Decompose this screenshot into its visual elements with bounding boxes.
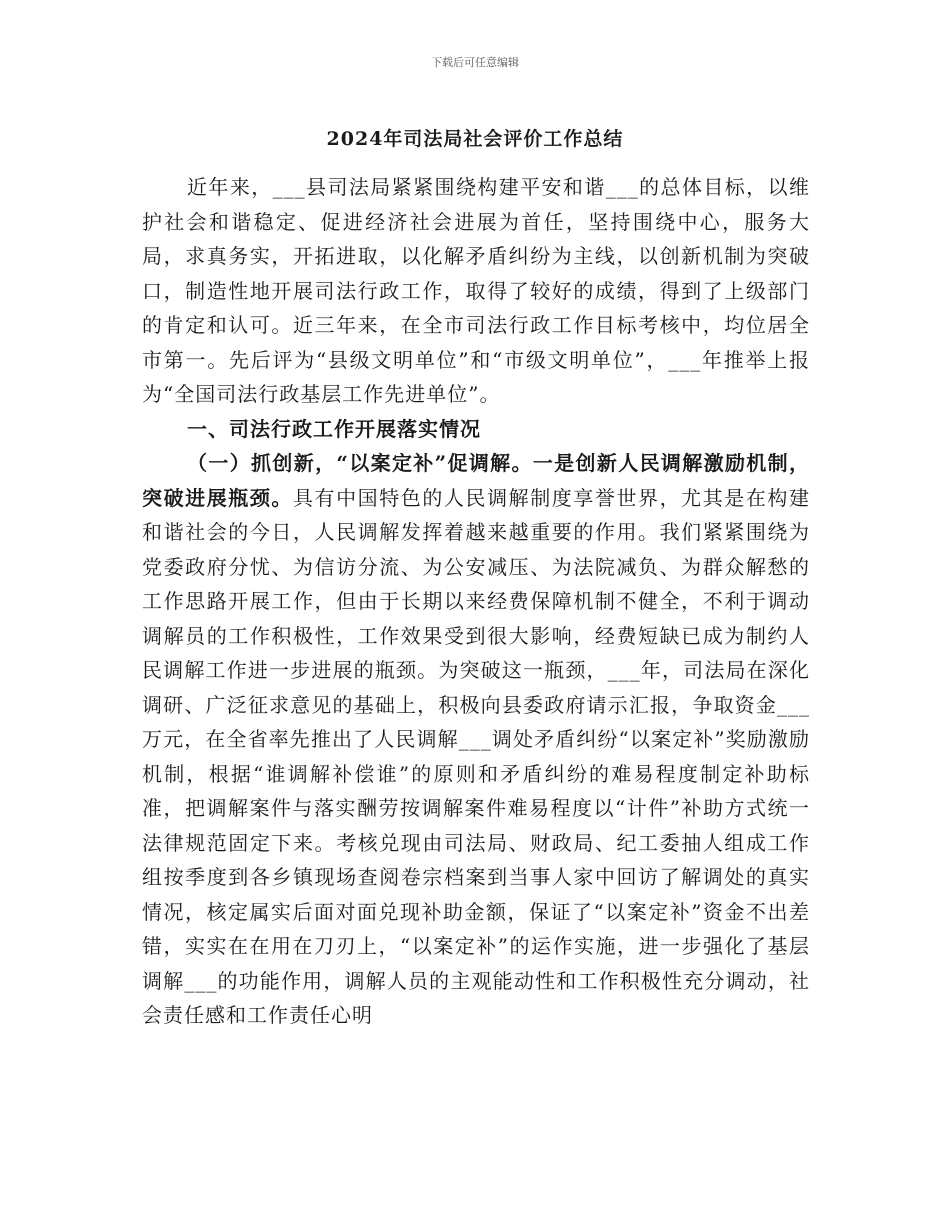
subsection-bold-lead: （一）抓创新，“以案定补”促调解。一是创新人民调解激励机制，突破进展瓶颈。	[142, 451, 810, 510]
header-note: 下载后可任意编辑	[431, 56, 519, 69]
intro-paragraph: 近年来，___县司法局紧紧围绕构建平安和谐___的总体目标，以维护社会和谐稳定、促进经济社会进展为首任，坚持围绕中心，服务大局，求真务实，开拓进取，以化解矛盾纠纷为主线，以创新机制为突破口，制造性地开展司法行政工作，取得了较好的成绩，得到了上级部门的肯定和认可。近三年来，在全市司法行政工作目标考核中，均位居全市第一。先后评为“县级文明单位”和“市级文明单位”，___年推举上报为“全国司法行政基层工作先进单位”。	[142, 175, 810, 406]
subsection-paragraph	[142, 446, 810, 1033]
document-body	[142, 170, 810, 1033]
document-title: 2024年司法局社会评价工作总结	[326, 128, 624, 150]
section-heading: 一、司法行政工作开展落实情况	[187, 416, 481, 441]
subsection-body-text: 具有中国特色的人民调解制度享誉世界，尤其是在构建和谐社会的今日，人民调解发挥着越来越重要的作用。我们紧紧围绕为党委政府分忧、为信访分流、为公安减压、为法院减负、为群众解愁的工作思路开展工作，但由于长期以来经费保障机制不健全，不利于调动调解员的工作积极性，工作效果受到很大影响，经费短缺已成为制约人民调解工作进一步进展的瓶颈。为突破这一瓶颈，___年，司法局在深化调研、广泛征求意见的基础上，积极向县委政府请示汇报，争取资金___万元，在全省率先推出了人民调解___调处矛盾纠纷“以案定补”奖励激励机制，根据“谁调解补偿谁”的原则和矛盾纠纷的难易程度制定补助标准，把调解案件与落实酬劳按调解案件难易程度以“计件”补助方式统一法律规范固定下来。考核兑现由司法局、财政局、纪工委抽人组成工作组按季度到各乡镇现场查阅卷宗档案到当事人家中回访了解调处的真实情况，核定属实后面对面兑现补助金额，保证了“以案定补”资金不出差错，实实在在用在刀刃上，“以案定补”的运作实施，进一步强化了基层调解___的功能作用，调解人员的主观能动性和工作积极性充分调动，社会责任感和工作责任心明	[142, 485, 811, 1027]
